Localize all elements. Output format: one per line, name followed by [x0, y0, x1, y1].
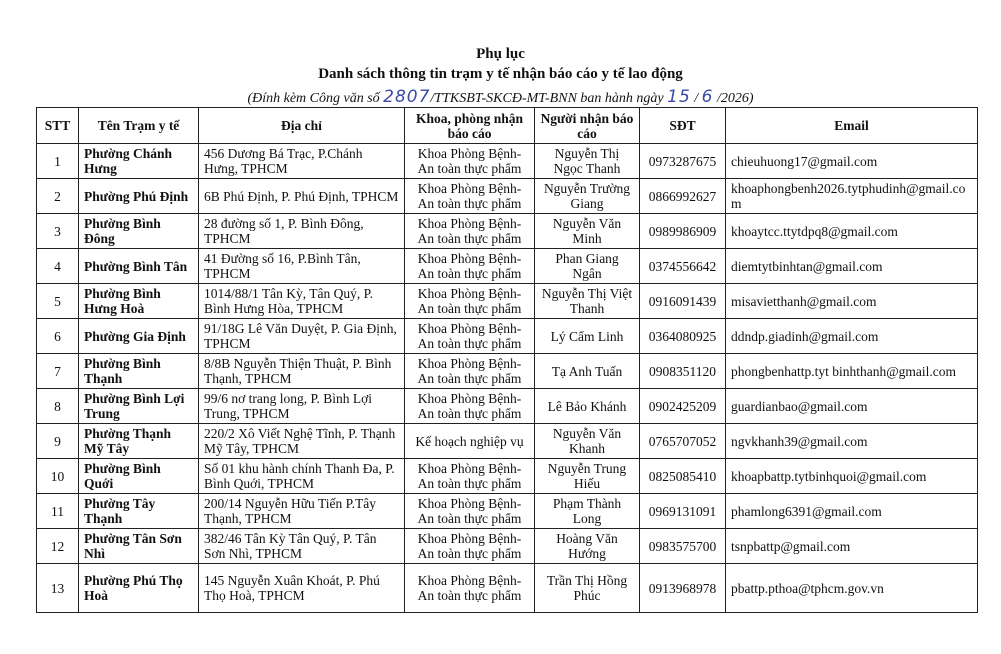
station-name: Phường Phú Định: [79, 179, 199, 214]
table-row: [37, 179, 978, 214]
row-stt: 3: [37, 214, 79, 249]
station-address: 8/8B Nguyễn Thiện Thuật, P. Bình Thạnh, TPHCM: [199, 354, 405, 389]
recipient-name: Lý Cẩm Linh: [535, 319, 640, 354]
station-name: Phường Tây Thạnh: [79, 494, 199, 529]
table-row: [37, 529, 978, 564]
table-row: [37, 564, 978, 613]
email-address: misavietthanh@gmail.com: [726, 284, 978, 319]
recipient-name: Nguyễn Văn Minh: [535, 214, 640, 249]
phone-number: 0916091439: [640, 284, 726, 319]
email-address: tsnpbattp@gmail.com: [726, 529, 978, 564]
table-row: [37, 354, 978, 389]
department: Khoa Phòng Bệnh-An toàn thực phẩm: [405, 354, 535, 389]
station-name: Phường Chánh Hưng: [79, 144, 199, 179]
row-stt: 6: [37, 319, 79, 354]
email-address: khoaphongbenh2026.tytphudinh@gmail.com: [726, 179, 978, 214]
table-row: [37, 144, 978, 179]
department: Kế hoạch nghiệp vụ: [405, 424, 535, 459]
table-row: [37, 389, 978, 424]
email-address: khoapbattp.tytbinhquoi@gmail.com: [726, 459, 978, 494]
row-stt: 12: [37, 529, 79, 564]
row-stt: 4: [37, 249, 79, 284]
row-stt: 9: [37, 424, 79, 459]
station-address: 382/46 Tân Kỳ Tân Quý, P. Tân Sơn Nhì, TPHCM: [199, 529, 405, 564]
document-title: Phụ lục: [476, 46, 525, 62]
col-station-name: Tên Trạm y tế: [79, 108, 199, 144]
phone-number: 0908351120: [640, 354, 726, 389]
email-address: ddndp.giadinh@gmail.com: [726, 319, 978, 354]
station-address: 145 Nguyễn Xuân Khoát, P. Phú Thọ Hoà, TPHCM: [199, 564, 405, 613]
station-address: 456 Dương Bá Trạc, P.Chánh Hưng, TPHCM: [199, 144, 405, 179]
station-address: Số 01 khu hành chính Thanh Đa, P. Bình Quới, TPHCM: [199, 459, 405, 494]
document-note: [0, 87, 1001, 107]
table-row: [37, 284, 978, 319]
station-address: 41 Đường số 16, P.Bình Tân, TPHCM: [199, 249, 405, 284]
row-stt: 8: [37, 389, 79, 424]
col-recipient: Người nhận báo cáo: [535, 108, 640, 144]
station-name: Phường Tân Sơn Nhì: [79, 529, 199, 564]
department: Khoa Phòng Bệnh-An toàn thực phẩm: [405, 249, 535, 284]
station-name: Phường Gia Định: [79, 319, 199, 354]
note-prefix: (Đính kèm Công văn số: [247, 91, 380, 106]
email-address: guardianbao@gmail.com: [726, 389, 978, 424]
health-station-table: [36, 107, 978, 613]
phone-number: 0866992627: [640, 179, 726, 214]
handwritten-month: 6: [701, 87, 714, 107]
recipient-name: Tạ Anh Tuấn: [535, 354, 640, 389]
department: Khoa Phòng Bệnh-An toàn thực phẩm: [405, 179, 535, 214]
row-stt: 5: [37, 284, 79, 319]
phone-number: 0973287675: [640, 144, 726, 179]
table-row: [37, 214, 978, 249]
recipient-name: Phạm Thành Long: [535, 494, 640, 529]
col-phone: SĐT: [640, 108, 726, 144]
station-name: Phường Bình Quới: [79, 459, 199, 494]
handwritten-doc-number: 2807: [383, 87, 431, 107]
email-address: phongbenhattp.tyt binhthanh@gmail.com: [726, 354, 978, 389]
recipient-name: Nguyễn Văn Khanh: [535, 424, 640, 459]
row-stt: 2: [37, 179, 79, 214]
table-row: [37, 249, 978, 284]
phone-number: 0765707052: [640, 424, 726, 459]
col-stt: STT: [37, 108, 79, 144]
station-name: Phường Bình Tân: [79, 249, 199, 284]
department: Khoa Phòng Bệnh-An toàn thực phẩm: [405, 494, 535, 529]
phone-number: 0374556642: [640, 249, 726, 284]
department: Khoa Phòng Bệnh-An toàn thực phẩm: [405, 144, 535, 179]
email-address: khoaytcc.ttytdpq8@gmail.com: [726, 214, 978, 249]
table-row: [37, 459, 978, 494]
date-separator: /: [694, 91, 699, 106]
table-header-row: [37, 108, 978, 144]
col-department: Khoa, phòng nhận báo cáo: [405, 108, 535, 144]
station-address: 91/18G Lê Văn Duyệt, P. Gia Định, TPHCM: [199, 319, 405, 354]
phone-number: 0902425209: [640, 389, 726, 424]
station-name: Phường Bình Đông: [79, 214, 199, 249]
phone-number: 0989986909: [640, 214, 726, 249]
table-body: [37, 144, 978, 613]
recipient-name: Nguyễn Trường Giang: [535, 179, 640, 214]
handwritten-day: 15: [667, 87, 691, 107]
station-address: 6B Phú Định, P. Phú Định, TPHCM: [199, 179, 405, 214]
note-suffix: /2026): [717, 91, 754, 106]
email-address: phamlong6391@gmail.com: [726, 494, 978, 529]
row-stt: 10: [37, 459, 79, 494]
department: Khoa Phòng Bệnh-An toàn thực phẩm: [405, 564, 535, 613]
recipient-name: Phan Giang Ngân: [535, 249, 640, 284]
table-row: [37, 424, 978, 459]
department: Khoa Phòng Bệnh-An toàn thực phẩm: [405, 284, 535, 319]
email-address: ngvkhanh39@gmail.com: [726, 424, 978, 459]
station-address: 220/2 Xô Viết Nghệ Tĩnh, P. Thạnh Mỹ Tây, TPHCM: [199, 424, 405, 459]
phone-number: 0913968978: [640, 564, 726, 613]
recipient-name: Nguyễn Trung Hiếu: [535, 459, 640, 494]
email-address: diemtytbinhtan@gmail.com: [726, 249, 978, 284]
station-address: 200/14 Nguyễn Hữu Tiến P.Tây Thạnh, TPHCM: [199, 494, 405, 529]
station-name: Phường Bình Thạnh: [79, 354, 199, 389]
department: Khoa Phòng Bệnh-An toàn thực phẩm: [405, 389, 535, 424]
email-address: pbattp.pthoa@tphcm.gov.vn: [726, 564, 978, 613]
table-row: [37, 494, 978, 529]
station-name: Phường Phú Thọ Hoà: [79, 564, 199, 613]
station-name: Phường Bình Hưng Hoà: [79, 284, 199, 319]
department: Khoa Phòng Bệnh-An toàn thực phẩm: [405, 319, 535, 354]
station-address: 1014/88/1 Tân Kỳ, Tân Quý, P. Bình Hưng Hòa, TPHCM: [199, 284, 405, 319]
row-stt: 7: [37, 354, 79, 389]
col-address: Địa chỉ: [199, 108, 405, 144]
station-address: 99/6 nơ trang long, P. Bình Lợi Trung, TPHCM: [199, 389, 405, 424]
row-stt: 1: [37, 144, 79, 179]
recipient-name: Trần Thị Hồng Phúc: [535, 564, 640, 613]
recipient-name: Nguyễn Thị Việt Thanh: [535, 284, 640, 319]
recipient-name: Nguyễn Thị Ngọc Thanh: [535, 144, 640, 179]
department: Khoa Phòng Bệnh-An toàn thực phẩm: [405, 214, 535, 249]
row-stt: 11: [37, 494, 79, 529]
phone-number: 0825085410: [640, 459, 726, 494]
station-name: Phường Thạnh Mỹ Tây: [79, 424, 199, 459]
note-middle: /TTKSBT-SKCĐ-MT-BNN ban hành ngày: [430, 91, 664, 106]
table-row: [37, 319, 978, 354]
phone-number: 0969131091: [640, 494, 726, 529]
station-address: 28 đường số 1, P. Bình Đông, TPHCM: [199, 214, 405, 249]
row-stt: 13: [37, 564, 79, 613]
phone-number: 0364080925: [640, 319, 726, 354]
document-subtitle: Danh sách thông tin trạm y tế nhận báo cáo y tế lao động: [318, 66, 683, 82]
department: Khoa Phòng Bệnh-An toàn thực phẩm: [405, 459, 535, 494]
department: Khoa Phòng Bệnh-An toàn thực phẩm: [405, 529, 535, 564]
recipient-name: Hoàng Văn Hướng: [535, 529, 640, 564]
phone-number: 0983575700: [640, 529, 726, 564]
email-address: chieuhuong17@gmail.com: [726, 144, 978, 179]
recipient-name: Lê Bảo Khánh: [535, 389, 640, 424]
col-email: Email: [726, 108, 978, 144]
station-name: Phường Bình Lợi Trung: [79, 389, 199, 424]
